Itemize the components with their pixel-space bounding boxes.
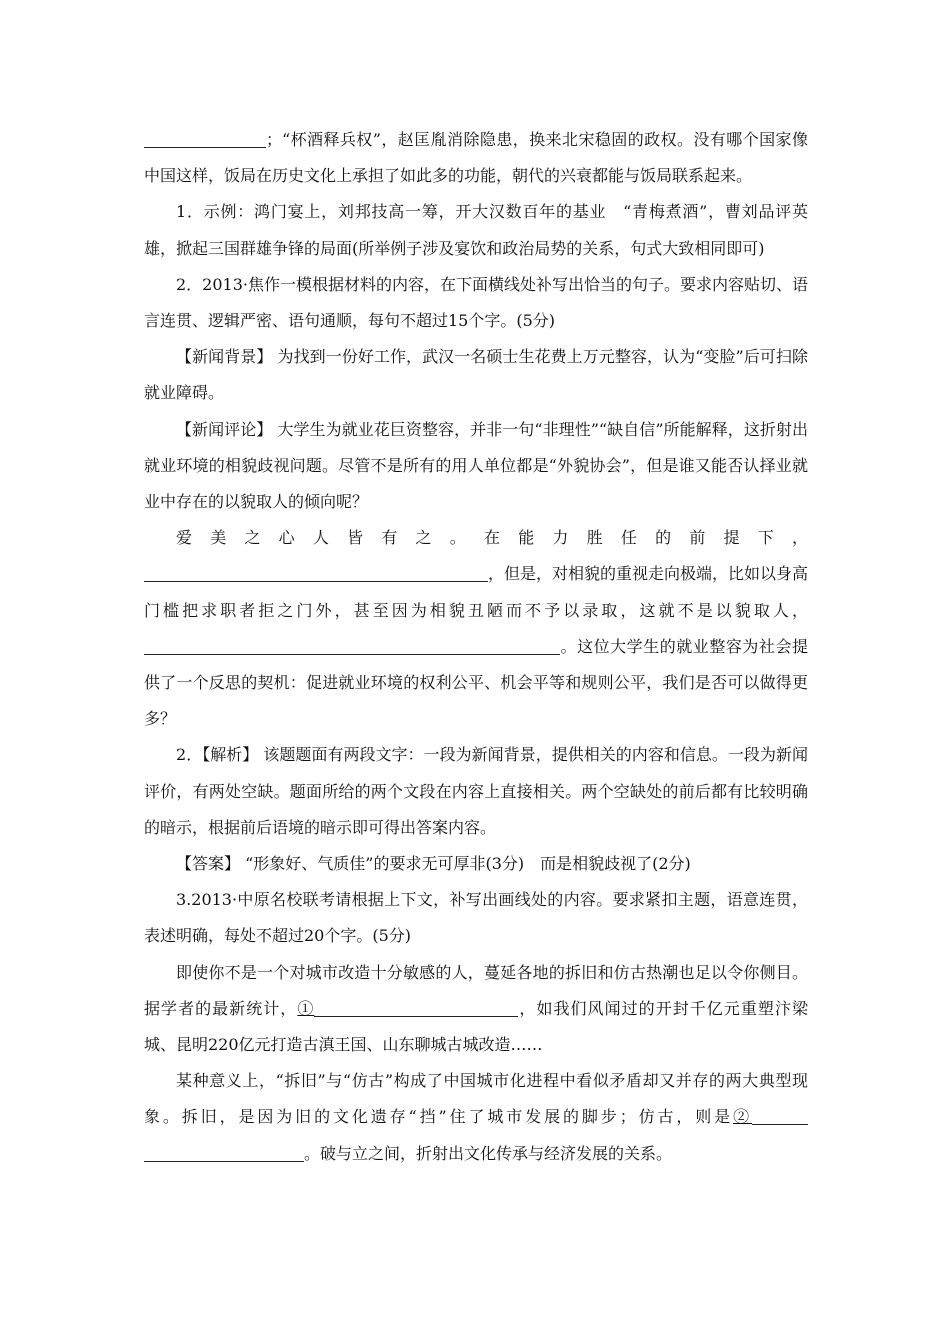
answer-blank-1-tail [478, 563, 488, 582]
paragraph-text: ；“杯酒释兵权”，赵匡胤消除隐患，换来北宋稳固的政权。没有哪个国家像中国这样，饭局在历史文化上承担了如此多的功能，朝代的兴衰都能与饭局联系起来。 [144, 130, 808, 186]
answer-key-2: 【答案】 “形象好、气质佳”的要求无可厚非(3分) 而是相貌歧视了(2分) [176, 854, 691, 874]
passage-paragraph-2 [144, 1063, 808, 1172]
fill-in-paragraph [144, 520, 808, 737]
paragraph-text: ，如我们风闻过的开封千亿元重塑汴梁城、昆明220亿元打造古滇王国、山东聊城古城改造…… [144, 998, 808, 1055]
paragraph-text: 。这位大学生的就业整容为社会提供了一个反思的契机：促进就业环境的权利公平、机会平等和规则公平，我们是否可以做得更多？ [144, 636, 808, 729]
news-background: 【新闻背景】 为找到一份好工作，武汉一名硕士生花费上万元整容，认为“变脸”后可扫除就业障碍。 [144, 347, 808, 403]
paragraph-text: 爱美之心人皆有之。在能力胜任的前提下， [176, 528, 808, 548]
blank-marker-1: ① [297, 998, 315, 1018]
analysis-2: 2．【解析】 该题题面有两段文字：一段为新闻背景，提供相关的内容和信息。一段为新闻评价，有两处空缺。题面所给的两个文段在内容上直接相关。两个空缺处的前后都有比较明确的暗示，根据前后语境的暗示即可得出答案内容。 [144, 745, 808, 837]
answer-blank-3 [314, 998, 518, 1017]
paragraph-continuation [144, 122, 808, 194]
paragraph-text: 某种意义上，“拆旧”与“仿古”构成了中国城市化进程中看似矛盾却又并存的两大典型现象。拆旧，是因为旧的文化遗存“挡”住了城市发展的脚步；仿古，则是 [144, 1071, 808, 1127]
question-2: 2．2013·焦作一模根据材料的内容，在下面横线处补写出恰当的句子。要求内容贴切、语言连贯、逻辑严密、语句通顺，每句不超过15个字。(5分) [144, 274, 808, 331]
paragraph-text: 。破与立之间，折射出文化传承与经济发展的关系。 [304, 1143, 673, 1163]
answer-blank [144, 129, 266, 148]
answer-blank-4-cont [144, 1143, 304, 1162]
answer-blank-2-tail [550, 636, 560, 655]
question-3: 3.2013·中原名校联考请根据上下文，补写出画线处的内容。要求紧扣主题，语意连贯，表述明确，每处不超过20个字。(5分) [144, 890, 808, 946]
answer-1: 1．示例：鸿门宴上，刘邦技高一筹，开大汉数百年的基业 “青梅煮酒”，曹刘品评英雄，掀起三国群雄争锋的局面(所举例子涉及宴饮和政治局势的关系，句式大致相同即可) [144, 202, 808, 258]
document-content [144, 122, 808, 1172]
blank-marker-2: ② [733, 1107, 752, 1127]
answer-blank-4 [752, 1106, 808, 1125]
paragraph-text: 即使你不是一个对城市改造十分敏感的人，蔓延各地的拆旧和仿古热潮也足以令你侧目。据学者的最新统计， [144, 962, 808, 1018]
answer-blank-2 [144, 636, 550, 655]
answer-blank-1 [144, 563, 478, 582]
news-comment: 【新闻评论】 大学生为就业花巨资整容，并非一句“非理性”“缺自信”所能解释，这折射出就业环境的相貌歧视问题。尽管不是所有的用人单位都是“外貌协会”，但是谁又能否认择业就业中存在的以貌取人的倾向呢？ [144, 419, 808, 512]
passage-paragraph-1 [144, 955, 808, 1064]
paragraph-text: ，但是，对相貌的重视走向极端，比如以身高门槛把求职者拒之门外，甚至因为相貌丑陋而不予以录取，这就不是以貌取人， [144, 564, 809, 620]
